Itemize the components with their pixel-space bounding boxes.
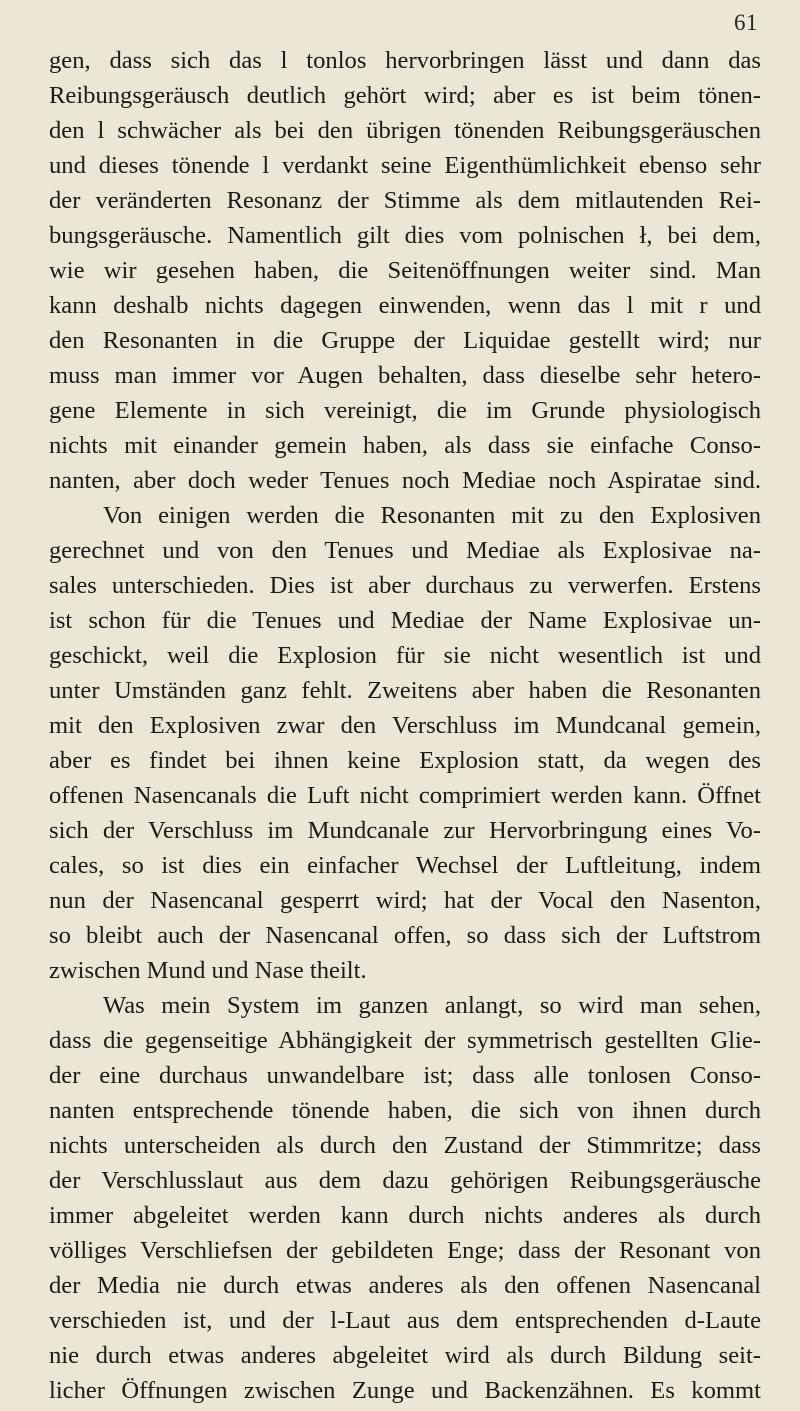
text-line: zwischen Mund und Nase theilt. [49, 957, 367, 984]
text-line: immer abgeleitet werden kann durch nichts anderes als durch [49, 1202, 761, 1229]
text-line: gerechnet und von den Tenues und Mediae als Explosivae na- [49, 537, 761, 564]
text-line: gen, dass sich das l tonlos hervorbringen lässt und dann das [49, 47, 761, 74]
text-line: verschieden ist, und der l-Laut aus dem entsprechenden d-Laute [49, 1307, 761, 1334]
text-line: geschickt, weil die Explosion für sie nicht wesentlich ist und [49, 642, 761, 669]
text-line: so bleibt auch der Nasencanal offen, so dass sich der Luftstrom [49, 922, 761, 949]
body-text [49, 43, 761, 1408]
paragraph-1 [49, 43, 761, 498]
text-line: der veränderten Resonanz der Stimme als dem mitlautenden Rei- [49, 187, 761, 214]
paragraph-2 [49, 498, 761, 988]
text-line: gene Elemente in sich vereinigt, die im Grunde physiologisch [49, 397, 761, 424]
text-line: und dieses tönende l verdankt seine Eigenthümlichkeit ebenso sehr [49, 152, 761, 179]
text-line: sales unterschieden. Dies ist aber durchaus zu verwerfen. Erstens [49, 572, 761, 599]
text-line: völliges Verschliefsen der gebildeten Enge; dass der Resonant von [49, 1237, 761, 1264]
text-line: mit den Explosiven zwar den Verschluss im Mundcanal gemein, [49, 712, 761, 739]
text-line: den Resonanten in die Gruppe der Liquidae gestellt wird; nur [49, 327, 761, 354]
text-line: offenen Nasencanals die Luft nicht comprimiert werden kann. Öffnet [49, 782, 761, 809]
text-line: dass die gegenseitige Abhängigkeit der symmetrisch gestellten Glie- [49, 1027, 761, 1054]
page-number: 61 [734, 10, 758, 35]
text-line: der Media nie durch etwas anderes als den offenen Nasencanal [49, 1272, 761, 1299]
text-line: wie wir gesehen haben, die Seitenöffnungen weiter sind. Man [49, 257, 761, 284]
text-line: sich der Verschluss im Mundcanale zur Hervorbringung eines Vo- [49, 817, 761, 844]
text-line: nichts mit einander gemein haben, als dass sie einfache Conso- [49, 432, 761, 459]
text-line: der eine durchaus unwandelbare ist; dass alle tonlosen Conso- [49, 1062, 761, 1089]
text-line: Von einigen werden die Resonanten mit zu den Explosiven [103, 502, 761, 529]
text-line: nanten, aber doch weder Tenues noch Mediae noch Aspiratae sind. [49, 467, 761, 494]
text-line: Reibungsgeräusch deutlich gehört wird; aber es ist beim tönen- [49, 82, 761, 109]
text-line: Was mein System im ganzen anlangt, so wird man sehen, [103, 992, 761, 1019]
text-line: cales, so ist dies ein einfacher Wechsel der Luftleitung, indem [49, 852, 761, 879]
text-line: nun der Nasencanal gesperrt wird; hat der Vocal den Nasenton, [49, 887, 761, 914]
text-line: ist schon für die Tenues und Mediae der Name Explosivae un- [49, 607, 761, 634]
text-line: nanten entsprechende tönende haben, die sich von ihnen durch [49, 1097, 761, 1124]
paragraph-3 [49, 988, 761, 1408]
text-line: licher Öffnungen zwischen Zunge und Backenzähnen. Es kommt [49, 1377, 761, 1404]
text-line: den l schwächer als bei den übrigen tönenden Reibungsgeräuschen [49, 117, 761, 144]
text-line: aber es findet bei ihnen keine Explosion statt, da wegen des [49, 747, 761, 774]
text-line: muss man immer vor Augen behalten, dass dieselbe sehr hetero- [49, 362, 761, 389]
text-line: kann deshalb nichts dagegen einwenden, wenn das l mit r und [49, 292, 761, 319]
text-line: nichts unterscheiden als durch den Zustand der Stimmritze; dass [49, 1132, 761, 1159]
text-line: der Verschlusslaut aus dem dazu gehörigen Reibungsgeräusche [49, 1167, 761, 1194]
text-line: unter Umständen ganz fehlt. Zweitens aber haben die Resonanten [49, 677, 761, 704]
text-line: nie durch etwas anderes abgeleitet wird als durch Bildung seit- [49, 1342, 761, 1369]
text-line: bungsgeräusche. Namentlich gilt dies vom polnischen ł, bei dem, [49, 222, 761, 249]
